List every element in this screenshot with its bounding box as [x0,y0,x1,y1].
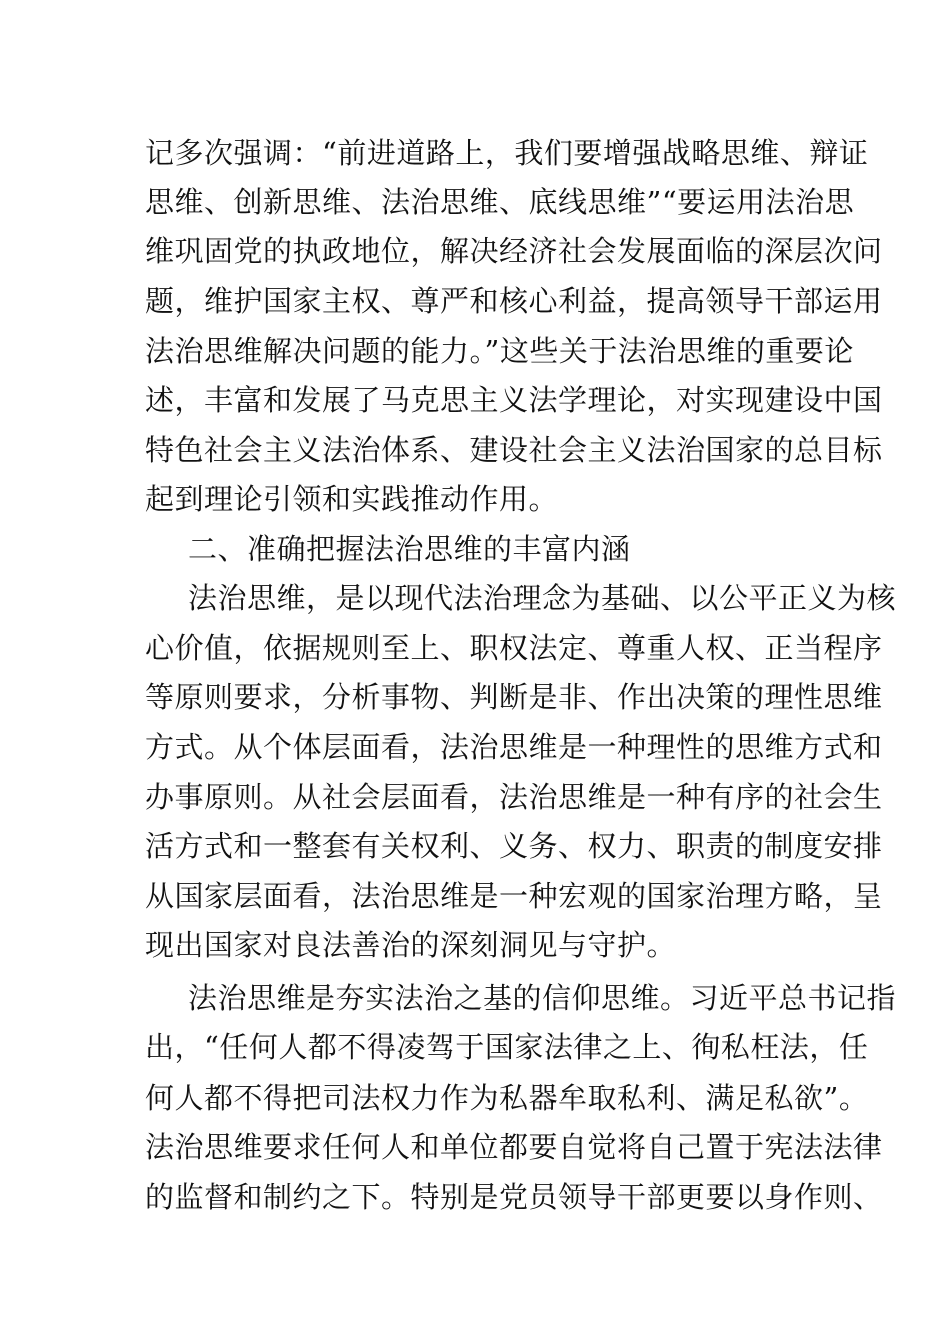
text-line: 心价值，依据规则至上、职权法定、尊重人权、正当程序 [145,631,883,665]
text-line: 等原则要求，分析事物、判断是非、作出决策的理性思维 [145,680,883,714]
text-line: 办事原则。从社会层面看，法治思维是一种有序的社会生 [145,780,883,814]
text-line: 方式。从个体层面看，法治思维是一种理性的思维方式和 [145,730,883,764]
text-line: 述，丰富和发展了马克思主义法学理论，对实现建设中国 [145,383,883,417]
text-line: 法治思维，是以现代法治理念为基础、以公平正义为核 [188,581,897,615]
text-line: 思维、创新思维、法治思维、底线思维”“要运用法治思 [145,185,855,219]
text-line: 起到理论引领和实践推动作用。 [145,482,559,516]
text-line: 维巩固党的执政地位，解决经济社会发展面临的深层次问 [145,234,883,268]
text-line: 何人都不得把司法权力作为私器牟取私利、满足私欲”。 [145,1081,869,1115]
text-line: 现出国家对良法善治的深刻洞见与守护。 [145,928,677,962]
text-line: 活方式和一整套有关权利、义务、权力、职责的制度安排 [145,829,883,863]
text-line: 法治思维要求任何人和单位都要自觉将自己置于宪法法律 [145,1130,883,1164]
text-line: 题，维护国家主权、尊严和核心利益，提高领导干部运用 [145,284,883,318]
section-heading: 二、准确把握法治思维的丰富内涵 [188,532,631,566]
text-line: 记多次强调：“前进道路上，我们要增强战略思维、辩证 [145,136,869,170]
text-line: 法治思维解决问题的能力。”这些关于法治思维的重要论 [145,334,854,368]
text-line: 出，“任何人都不得凌驾于国家法律之上、徇私枉法，任 [145,1030,869,1064]
text-line: 特色社会主义法治体系、建设社会主义法治国家的总目标 [145,433,883,467]
text-line: 法治思维是夯实法治之基的信仰思维。习近平总书记指 [188,981,897,1015]
text-line: 的监督和制约之下。特别是党员领导干部更要以身作则、 [145,1180,883,1214]
text-line: 从国家层面看，法治思维是一种宏观的国家治理方略，呈 [145,879,883,913]
